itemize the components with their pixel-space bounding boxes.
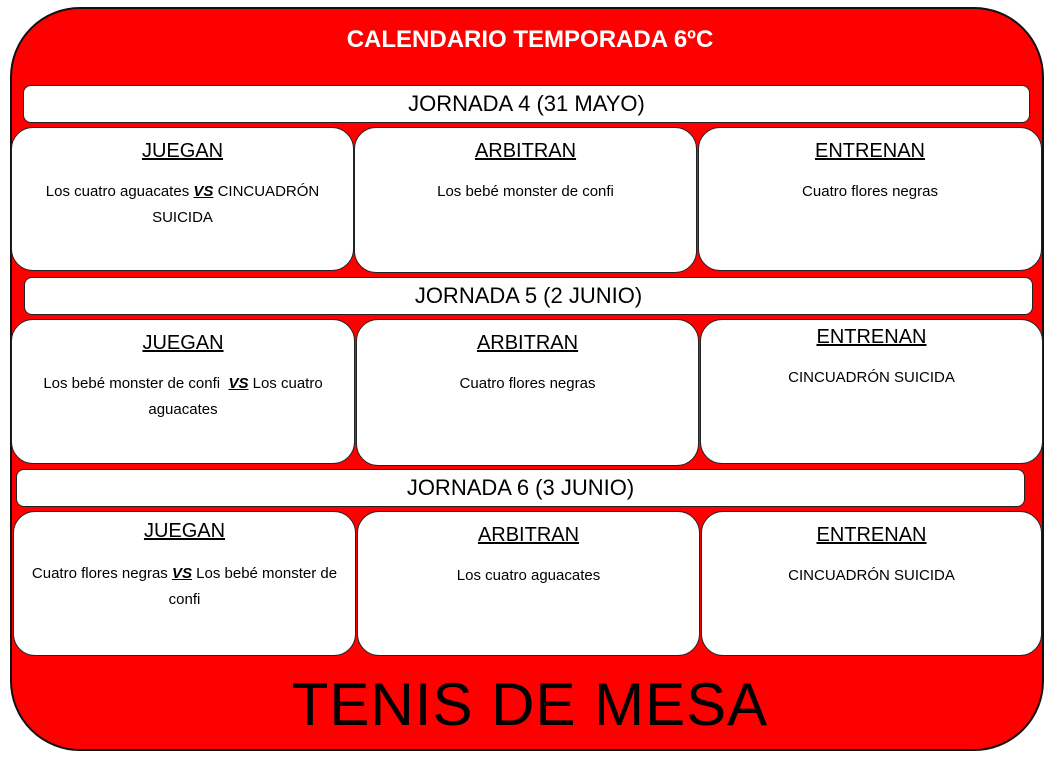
match-text [34,371,332,423]
jornada-5-arbitran-card [356,319,699,466]
entrenan-text: CINCUADRÓN SUICIDA [788,567,955,584]
entrenan-text: CINCUADRÓN SUICIDA [788,369,955,386]
jornada-5-juegan-card [11,319,355,464]
entrenan-header: ENTRENAN [814,140,925,162]
arbitran-header: ARBITRAN [476,332,579,354]
arbitran-header: ARBITRAN [474,140,577,162]
arbitran-text: Los cuatro aguacates [456,567,601,584]
jornada-4-arbitran-card [354,127,697,273]
arbitran-text: Cuatro flores negras [459,375,596,392]
juegan-header: JUEGAN [143,520,226,542]
arbitran-text: Los bebé monster de confi [437,183,614,200]
juegan-header: JUEGAN [142,332,224,354]
jornada-4-juegan-card [11,127,354,271]
jornada-6-bar: JORNADA 6 (3 JUNIO) [16,469,1025,507]
jornada-4-bar: JORNADA 4 (31 MAYO) [23,85,1030,123]
vs-label: VS [228,375,249,392]
vs-label: VS [193,183,214,200]
entrenan-header: ENTRENAN [816,524,927,546]
team-b: Los bebé monster de confi [168,565,338,608]
jornada-5-bar: JORNADA 5 (2 JUNIO) [24,277,1033,315]
juegan-header: JUEGAN [141,140,224,162]
team-b: CINCUADRÓN SUICIDA [152,183,320,226]
team-a: Cuatro flores negras [31,565,168,582]
footer-title: TENIS DE MESA [291,671,769,738]
match-text [24,561,345,613]
jornada-6-juegan-card [13,511,356,656]
team-b: Los cuatro aguacates [148,375,323,418]
entrenan-text: Cuatro flores negras [802,183,938,200]
vs-label: VS [171,565,192,582]
jornada-5-entrenan-card [700,319,1043,464]
arbitran-header: ARBITRAN [477,524,580,546]
jornada-6-entrenan-card [701,511,1042,656]
team-a: Los cuatro aguacates [45,183,190,200]
jornada-6-arbitran-card [357,511,700,656]
page-title: CALENDARIO TEMPORADA 6ºC [346,26,714,53]
entrenan-header: ENTRENAN [816,326,927,348]
jornada-4-entrenan-card [698,127,1042,271]
team-a: Los bebé monster de confi [43,375,221,392]
match-text [34,179,331,231]
